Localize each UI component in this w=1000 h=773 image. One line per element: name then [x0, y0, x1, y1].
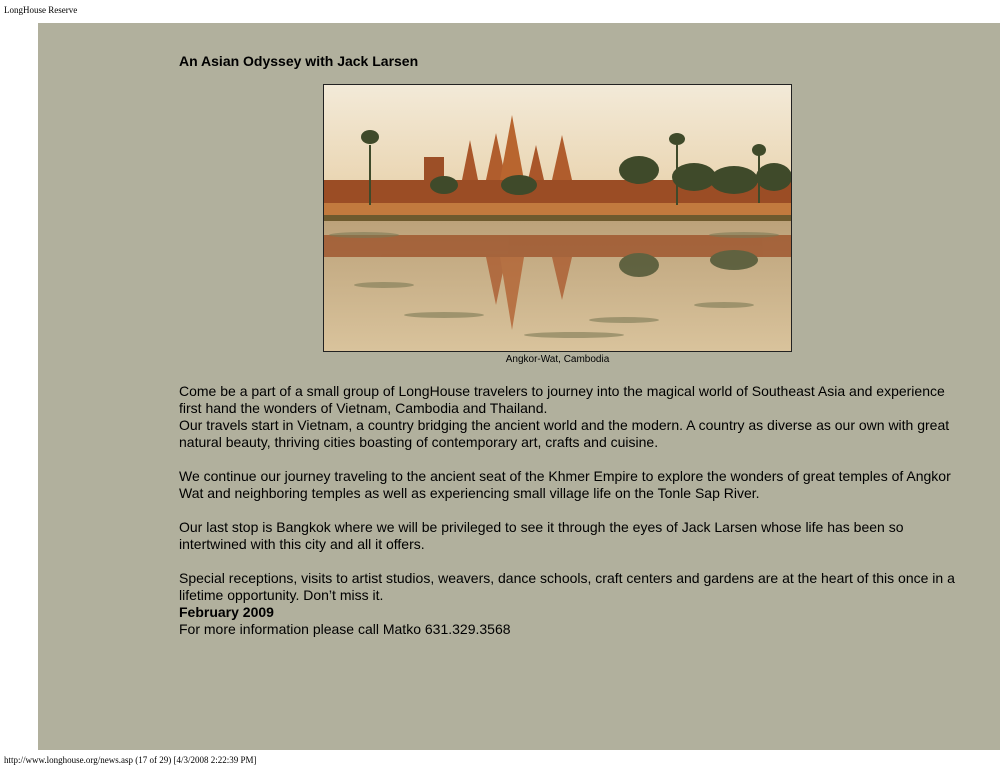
paragraph-receptions: Special receptions, visits to artist studios, weavers, dance schools, craft centers and gardens are at the heart of this once in a lifetime opportunity. Don’t miss it. [179, 570, 955, 603]
article-body [179, 383, 959, 638]
angkor-wat-photo [323, 84, 792, 352]
article-title: An Asian Odyssey with Jack Larsen [179, 53, 419, 69]
trip-date: February 2009 [179, 604, 274, 620]
photo-caption: Angkor-Wat, Cambodia [505, 354, 610, 365]
paragraph-intro: Come be a part of a small group of LongHouse travelers to journey into the magical world of Southeast Asia and experience first hand the wonders of Vietnam, Cambodia and Thailand. [179, 383, 945, 416]
print-header: LongHouse Reserve [4, 5, 78, 15]
paragraph-bangkok: Our last stop is Bangkok where we will be privileged to see it through the eyes of Jack Larsen whose life has been so intertwined with this city and all it offers. [179, 519, 904, 552]
paragraph-vietnam: Our travels start in Vietnam, a country bridging the ancient world and the modern. A country as diverse as our own with great natural beauty, thriving cities boasting of contemporary art, crafts and cuisine. [179, 417, 950, 450]
paragraph-cambodia: We continue our journey traveling to the ancient seat of the Khmer Empire to explore the wonders of great temples of Angkor Wat and neighboring temples as well as experiencing small village life on the Tonle Sap River. [179, 468, 951, 501]
contact-info: For more information please call Matko 631.329.3568 [179, 621, 511, 637]
content-panel [38, 23, 1000, 750]
print-footer-url: http://www.longhouse.org/news.asp (17 of 29) [4/3/2008 2:22:39 PM] [4, 755, 257, 765]
